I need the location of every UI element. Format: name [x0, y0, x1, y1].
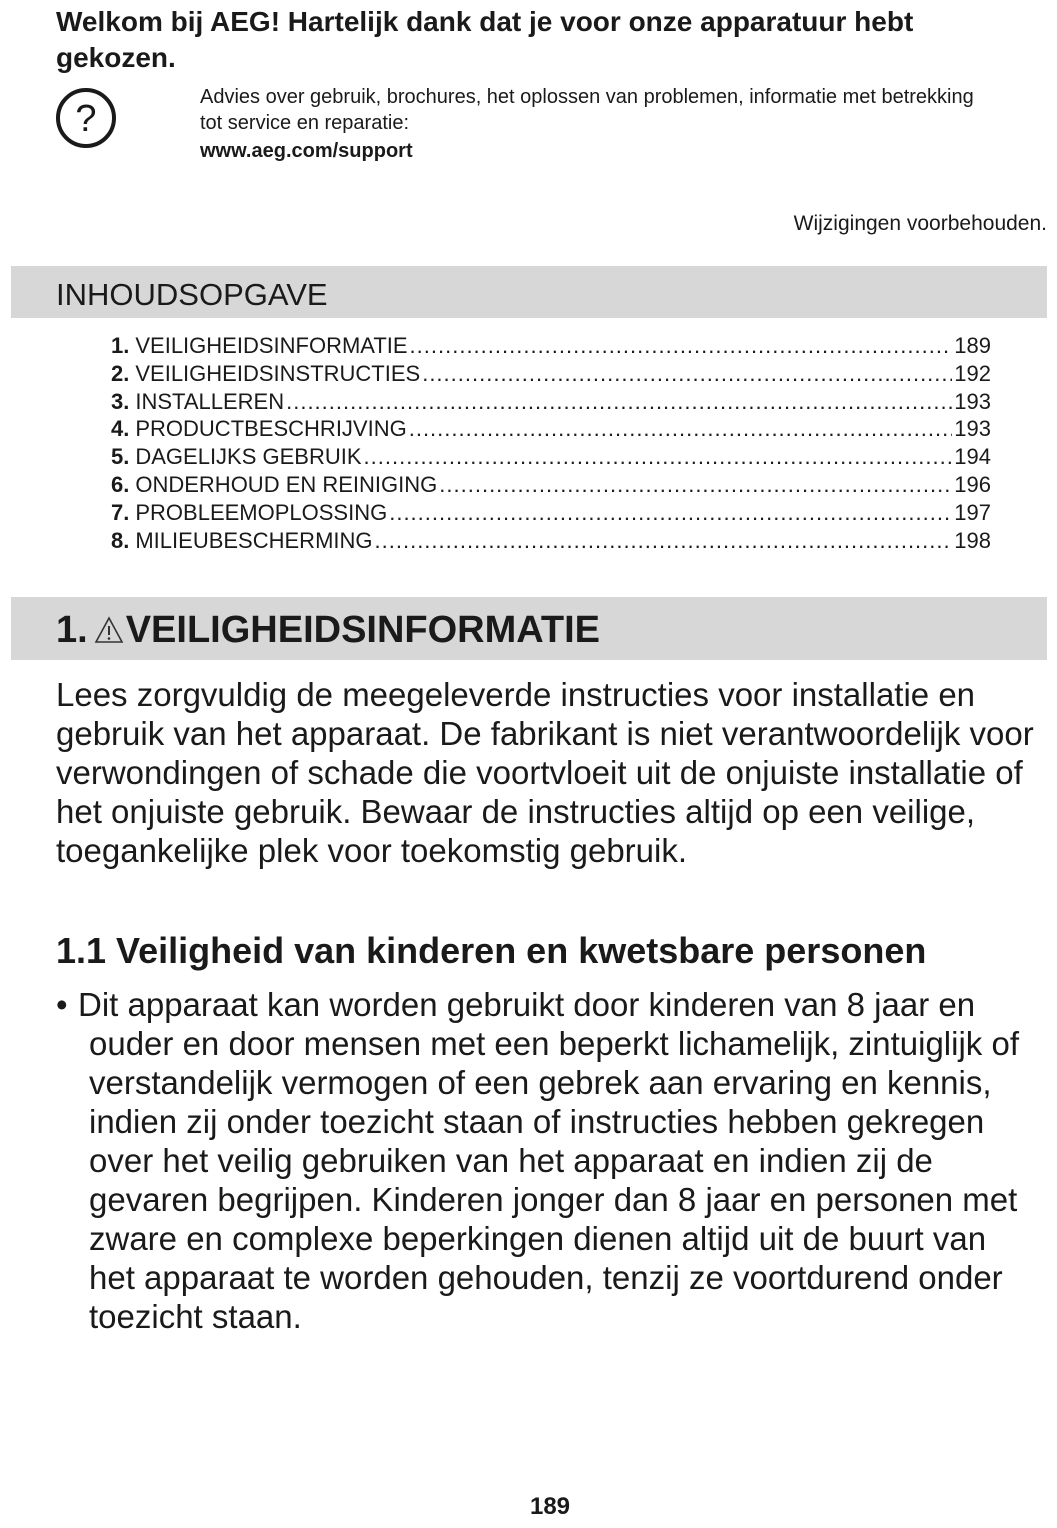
changes-notice: Wijzigingen voorbehouden.: [793, 212, 1047, 235]
table-of-contents: [111, 332, 991, 554]
subsection-title: 1.1 Veiligheid van kinderen en kwetsbare personen: [56, 930, 927, 971]
toc-item-number: 8.: [111, 527, 130, 553]
toc-item[interactable]: [111, 332, 991, 360]
section-number: 1.: [56, 609, 88, 651]
toc-item-number: 4.: [111, 416, 130, 442]
section-title-text: VEILIGHEIDSINFORMATIE: [125, 609, 601, 651]
toc-leader-dots: [422, 360, 952, 388]
bullet-text: Dit apparaat kan worden gebruikt door kinderen van 8 jaar en ouder en door mensen met een beperkt lichamelijk, zintuiglijk of verstandelijk vermogen of een gebrek aan ervaring en kennis, indien zij onder toezicht staan of instructies hebben gekregen over het veilig gebruiken van het apparaat en indien zij de gevaren begrijpen. Kinderen jonger dan 8 jaar en personen met zware en complexe beperkingen dienen altijd uit de buurt van het apparaat te worden gehouden, tenzij ze voortdurend onder toezicht staan.: [78, 986, 1019, 1335]
toc-item-label: VEILIGHEIDSINFORMATIE: [135, 333, 408, 358]
list-item: [56, 985, 1026, 1336]
warning-triangle-icon: [94, 616, 124, 644]
support-link[interactable]: www.aeg.com/support: [200, 140, 413, 162]
toc-item[interactable]: [111, 499, 991, 527]
toc-item-page: 198: [954, 527, 991, 553]
toc-item[interactable]: [111, 388, 991, 416]
toc-leader-dots: [410, 332, 953, 360]
toc-item-label: PRODUCTBESCHRIJVING: [135, 416, 407, 442]
toc-item-number: 1.: [111, 333, 130, 358]
toc-item[interactable]: [111, 527, 991, 555]
toc-item-page: 196: [954, 471, 991, 497]
section-title: [56, 608, 600, 652]
toc-leader-dots: [286, 388, 952, 416]
toc-item-number: 6.: [111, 471, 130, 497]
question-circle-icon: [54, 86, 118, 150]
toc-item-number: 3.: [111, 388, 130, 414]
intro-paragraph: Lees zorgvuldig de meegeleverde instructies voor installatie en gebruik van het apparaat. De fabrikant is niet verantwoordelijk voor verwondingen of schade die voortvloeit uit de onjuiste installatie of het onjuiste gebruik. Bewaar de instructies altijd op een veilige, toegankelijke plek voor toekomstig gebruik.: [56, 676, 1034, 869]
toc-leader-dots: [389, 499, 952, 527]
toc-leader-dots: [439, 471, 952, 499]
toc-item-number: 7.: [111, 499, 130, 525]
toc-item-label: ONDERHOUD EN REINIGING: [135, 471, 438, 497]
toc-item[interactable]: [111, 360, 991, 388]
toc-item-label: MILIEUBESCHERMING: [135, 527, 373, 553]
toc-title: INHOUDSOPGAVE: [56, 277, 328, 312]
toc-item-label: PROBLEEMOPLOSSING: [135, 499, 388, 525]
toc-item-page: 193: [954, 416, 991, 442]
page-number: 189: [529, 1493, 571, 1520]
toc-item[interactable]: [111, 443, 991, 471]
toc-leader-dots: [409, 415, 953, 443]
welcome-heading: Welkom bij AEG! Hartelijk dank dat je voor onze apparatuur hebt gekozen.: [56, 6, 914, 73]
bullet-marker: •: [56, 986, 68, 1023]
svg-text:?: ?: [75, 98, 97, 140]
toc-item-page: 193: [954, 388, 991, 414]
toc-leader-dots: [364, 443, 953, 471]
toc-item-label: VEILIGHEIDSINSTRUCTIES: [135, 360, 421, 386]
toc-item-page: 192: [954, 360, 991, 386]
toc-item-number: 5.: [111, 444, 130, 470]
toc-item-page: 197: [954, 499, 991, 525]
toc-item-page: 194: [954, 444, 991, 470]
toc-item-label: DAGELIJKS GEBRUIK: [135, 444, 362, 470]
toc-item-page: 189: [954, 333, 991, 358]
toc-item[interactable]: [111, 471, 991, 499]
toc-item[interactable]: [111, 415, 991, 443]
bullet-list: [56, 985, 1026, 1336]
support-info: [200, 84, 1000, 164]
support-description: Advies over gebruik, brochures, het oplossen van problemen, informatie met betrekking tot service en reparatie:: [200, 86, 974, 134]
toc-leader-dots: [375, 527, 953, 555]
toc-item-label: INSTALLEREN: [135, 388, 285, 414]
toc-item-number: 2.: [111, 360, 130, 386]
